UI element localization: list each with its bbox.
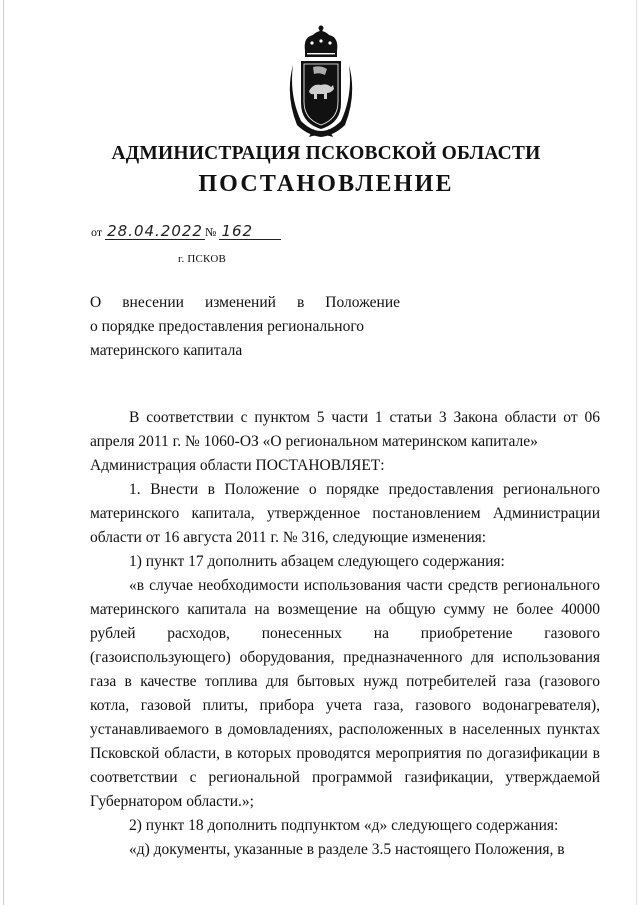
scan-edge-left	[3, 0, 4, 905]
document-subject	[90, 291, 400, 363]
document-type-title: ПОСТАНОВЛЕНИЕ	[198, 171, 454, 197]
body-paragraph-quote-2: «д) документы, указанные в разделе 3.5 настоящего Положения, в	[129, 841, 565, 858]
body-paragraph-item-1: 1. Внести в Положение о порядке предоставления регионального материнского капитала, утвержденное постановлением Администрации области от 16 августа 2011 г. № 316, следующие изменения:	[90, 481, 600, 546]
scan-edge-right	[636, 0, 637, 905]
date-prefix: от	[91, 225, 103, 239]
body-paragraph-preamble: В соответствии с пунктом 5 части 1 статьи 3 Закона области от 06 апреля 2011 г. № 1060-ОЗ «О региональном материнском капитале»	[90, 409, 600, 450]
body-paragraph-resolves: Администрация области ПОСТАНОВЛЯЕТ:	[90, 457, 385, 474]
date-handwritten: 28.04.2022	[107, 222, 203, 240]
subject-line-1: О внесении изменений в Положение	[90, 294, 400, 311]
document-body	[90, 406, 600, 862]
body-paragraph-subitem-2: 2) пункт 18 дополнить подпунктом «д» следующего содержания:	[129, 817, 559, 834]
subject-line-3: материнского капитала	[90, 342, 243, 359]
subject-line-2: о порядке предоставления регионального	[90, 318, 365, 335]
date-number-line	[91, 224, 281, 240]
number-handwritten: 162	[221, 222, 254, 240]
body-paragraph-subitem-1: 1) пункт 17 дополнить абзацем следующего содержания:	[129, 553, 505, 570]
coat-of-arms-emblem	[283, 25, 359, 139]
city-label: г. ПСКОВ	[178, 253, 226, 265]
body-paragraph-quote-1: «в случае необходимости использования части средств регионального материнского капитала на возмещение на общую сумму не более 40000 рублей расходов, понесенных на приобретение газового (газоиспользующего) оборудования, предназначенного для использования газа в качестве топлива для бытовых нужд потребителей газа (газового котла, газовой плиты, прибора учета газа, газового водонагревателя), устанавливаемого в домовладениях, расположенных в населенных пунктах Псковской области, в которых проводятся мероприятия по догазификации в соответствии с региональной программой газификации, утверждаемой Губернатором области.»;	[90, 577, 600, 810]
number-prefix: №	[204, 225, 217, 239]
organization-name: АДМИНИСТРАЦИЯ ПСКОВСКОЙ ОБЛАСТИ	[111, 143, 541, 164]
